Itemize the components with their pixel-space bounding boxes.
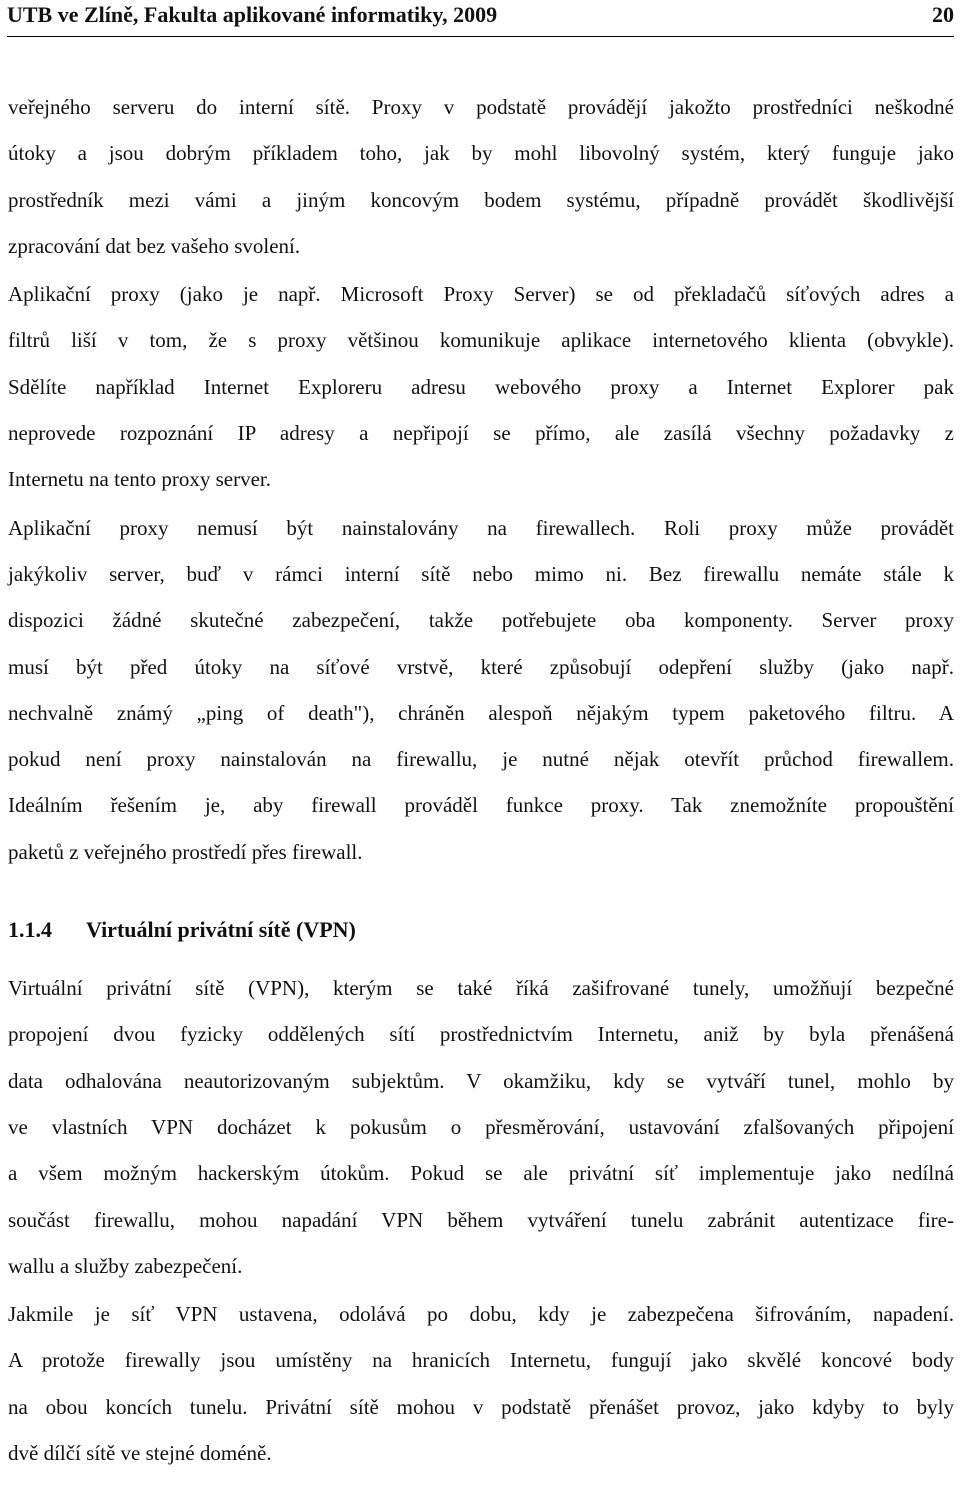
text-line: paketů z veřejného prostředí přes firewall. [8, 839, 363, 864]
section-number: 1.1.4 [8, 917, 52, 943]
text-line: na obou koncích tunelu. Privátní sítě mohou v podstatě přenášet provoz, jako kdyby to byly [8, 1394, 954, 1419]
section-heading [8, 907, 954, 953]
text-line: musí být před útoky na síťové vrstvě, které způsobují odepření služby (jako např. [8, 654, 954, 679]
text-line: nechvalně známý „ping of death"), chráněn alespoň nějakým typem paketového filtru. A [8, 700, 954, 725]
text-line: Jakmile je síť VPN ustavena, odolává po dobu, kdy je zabezpečena šifrováním, napadení. [8, 1302, 954, 1327]
text-line: Aplikační proxy (jako je např. Microsoft Proxy Server) se od překladačů síťových adres a [8, 282, 954, 307]
paragraph-vpn-established [8, 1291, 954, 1476]
text-line: wallu a služby zabezpečení. [8, 1253, 243, 1278]
text-line: dvě dílčí sítě ve stejné doméně. [8, 1441, 272, 1466]
page-number: 20 [932, 2, 954, 27]
text-line: A protože firewally jsou umístěny na hranicích Internetu, fungují jako skvělé koncové body [8, 1348, 954, 1373]
text-line: Virtuální privátní sítě (VPN), kterým se také říká zašifrované tunely, umožňují bezpečné [8, 976, 954, 1001]
text-line: Internetu na tento proxy server. [8, 467, 271, 492]
paragraph-vpn-definition [8, 965, 954, 1289]
section-title: Virtuální privátní sítě (VPN) [86, 917, 356, 943]
running-header [7, 0, 954, 37]
text-line: dispozici žádné skutečné zabezpečení, takže potřebujete oba komponenty. Server proxy [8, 608, 954, 633]
text-line: útoky a jsou dobrým příkladem toho, jak by mohl libovolný systém, který funguje jako [8, 141, 954, 166]
text-line: propojení dvou fyzicky oddělených sítí prostřednictvím Internetu, aniž by byla přenášená [8, 1022, 954, 1047]
text-line: data odhalována neautorizovaným subjektům. V okamžiku, kdy se vytváří tunel, mohlo by [8, 1068, 954, 1093]
paragraph-proxy-intro [8, 84, 954, 269]
header-title: UTB ve Zlíně, Fakulta aplikované informatiky, 2009 [7, 2, 498, 27]
text-line: veřejného serveru do interní sítě. Proxy v podstatě provádějí jakožto prostředníci neškodné [8, 95, 954, 119]
text-line: prostředník mezi vámi a jiným koncovým bodem systému, případně provádět škodlivější [8, 187, 954, 212]
paragraph-proxy-firewall [8, 505, 954, 875]
text-line: jakýkoliv server, buď v rámci interní sítě nebo mimo ni. Bez firewallu nemáte stále k [8, 561, 954, 586]
text-line: neprovede rozpoznání IP adresy a nepřipojí se přímo, ale zasílá všechny požadavky z [8, 421, 954, 446]
text-line: ve vlastních VPN docházet k pokusům o přesměrování, ustavování zfalšovaných připojení [8, 1114, 954, 1139]
text-line: Ideálním řešením je, aby firewall prováděl funkce proxy. Tak znemožníte propouštění [8, 793, 954, 818]
text-line: filtrů liší v tom, že s proxy většinou komunikuje aplikace internetového klienta (obvykle). [8, 328, 954, 353]
paragraph-application-proxy [8, 271, 954, 502]
text-line: součást firewallu, mohou napadání VPN během vytváření tunelu zabránit autentizace fire- [8, 1207, 954, 1232]
text-line: Aplikační proxy nemusí být nainstalovány na firewallech. Roli proxy může provádět [8, 515, 954, 540]
page-content [8, 84, 954, 1476]
text-line: zpracování dat bez vašeho svolení. [8, 233, 301, 258]
text-line: Sdělíte například Internet Exploreru adresu webového proxy a Internet Explorer pak [8, 374, 954, 399]
text-line: a všem možným hackerským útokům. Pokud se ale privátní síť implementuje jako nedílná [8, 1161, 954, 1186]
text-line: pokud není proxy nainstalován na firewallu, je nutné nějak otevřít průchod firewallem. [8, 747, 954, 772]
